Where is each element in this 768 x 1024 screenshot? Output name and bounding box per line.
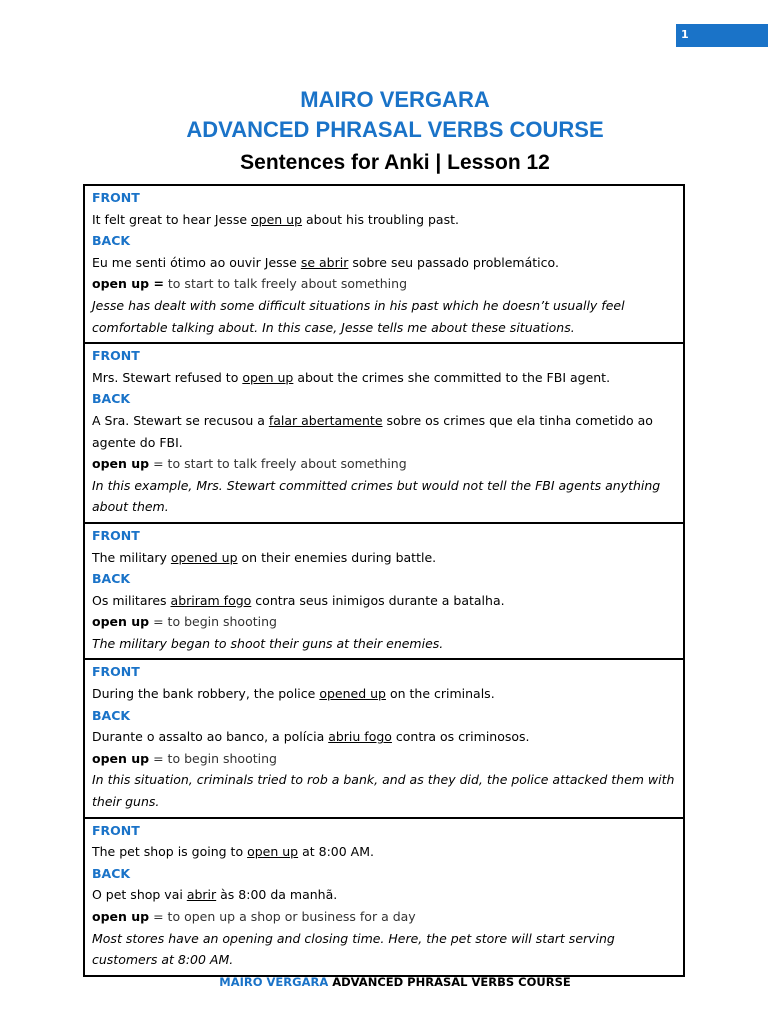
header-course: ADVANCED PHRASAL VERBS COURSE: [186, 117, 604, 142]
phrase-highlight: abrir: [186, 887, 217, 903]
definition-term: open up: [92, 614, 150, 630]
flashcard-list: [83, 184, 685, 977]
flashcard: [83, 184, 685, 344]
back-sentence: A Sra. Stewart se recusou a falar abertamente sobre os crimes que ela tinha cometido ao agente do FBI.: [92, 412, 653, 450]
flashcard: [83, 522, 685, 661]
phrase-highlight: abriram fogo: [170, 592, 252, 608]
definition-term: open up: [92, 909, 150, 924]
header-subtitle: Sentences for Anki | Lesson 12: [240, 151, 550, 174]
explanation-note: Most stores have an opening and closing time. Here, the pet store will start serving customers at 8:00 AM.: [92, 930, 615, 968]
footer-course: ADVANCED PHRASAL VERBS COURSE: [328, 975, 571, 989]
explanation-note: In this situation, criminals tried to rob a bank, and as they did, the police attacked them with their guns.: [92, 772, 675, 810]
flashcard: [83, 658, 685, 818]
definition-text: to start to talk freely about something: [163, 276, 407, 292]
explanation-note: Jesse has dealt with some difficult situations in his past which he doesn’t usually feel comfortable talking about. In this case, Jesse tells me about these situations.: [92, 297, 625, 335]
definition: [92, 906, 677, 928]
footer-author: MAIRO VERGARA: [219, 975, 329, 989]
explanation-note: The military began to shoot their guns at their enemies.: [92, 635, 444, 651]
definition-term: open up: [92, 750, 150, 766]
back-label: BACK: [92, 391, 131, 407]
front-sentence: During the bank robbery, the police opened up on the criminals.: [92, 686, 495, 702]
back-label: BACK: [92, 865, 131, 881]
phrase-highlight: opened up: [170, 549, 238, 565]
front-sentence: It felt great to hear Jesse open up about his troubling past.: [92, 211, 459, 227]
definition-text: = to begin shooting: [149, 614, 277, 630]
definition-term: open up: [92, 456, 150, 472]
definition-text: = to open up a shop or business for a day: [149, 909, 416, 924]
definition-term: open up =: [92, 276, 164, 292]
document-header: [0, 86, 768, 177]
explanation-note: In this example, Mrs. Stewart committed crimes but would not tell the FBI agents anything about them.: [92, 477, 661, 515]
front-label: FRONT: [92, 527, 140, 543]
flashcard: [83, 817, 685, 977]
front-label: FRONT: [92, 190, 140, 205]
phrase-highlight: se abrir: [300, 254, 349, 270]
definition-text: = to start to talk freely about something: [149, 456, 407, 472]
page-footer: [0, 975, 768, 989]
front-sentence: Mrs. Stewart refused to open up about the crimes she committed to the FBI agent.: [92, 369, 611, 385]
front-label: FRONT: [92, 822, 140, 838]
definition: [92, 453, 677, 475]
front-sentence: The military opened up on their enemies during battle.: [92, 549, 437, 565]
back-sentence: Durante o assalto ao banco, a polícia abriu fogo contra os criminosos.: [92, 729, 530, 745]
page-number-badge: [676, 24, 768, 47]
phrase-highlight: open up: [251, 211, 303, 227]
page-number: 1: [681, 28, 689, 41]
front-label: FRONT: [92, 348, 140, 364]
back-sentence: O pet shop vai abrir às 8:00 da manhã.: [92, 887, 338, 903]
front-label: FRONT: [92, 664, 140, 680]
definition: [92, 273, 677, 295]
back-label: BACK: [92, 571, 131, 587]
phrase-highlight: opened up: [319, 686, 386, 702]
phrase-highlight: falar abertamente: [268, 412, 383, 428]
definition-text: = to begin shooting: [149, 750, 277, 766]
back-label: BACK: [92, 707, 131, 723]
phrase-highlight: open up: [242, 369, 294, 385]
definition: [92, 611, 677, 633]
back-sentence: Eu me senti ótimo ao ouvir Jesse se abrir sobre seu passado problemático.: [92, 254, 559, 270]
back-label: BACK: [92, 233, 131, 249]
phrase-highlight: abriu fogo: [328, 729, 392, 745]
back-sentence: Os militares abriram fogo contra seus inimigos durante a batalha.: [92, 592, 505, 608]
definition: [92, 748, 677, 770]
header-author: MAIRO VERGARA: [300, 87, 490, 112]
phrase-highlight: open up: [247, 844, 299, 860]
flashcard: [83, 342, 685, 524]
front-sentence: The pet shop is going to open up at 8:00 AM.: [92, 844, 374, 860]
